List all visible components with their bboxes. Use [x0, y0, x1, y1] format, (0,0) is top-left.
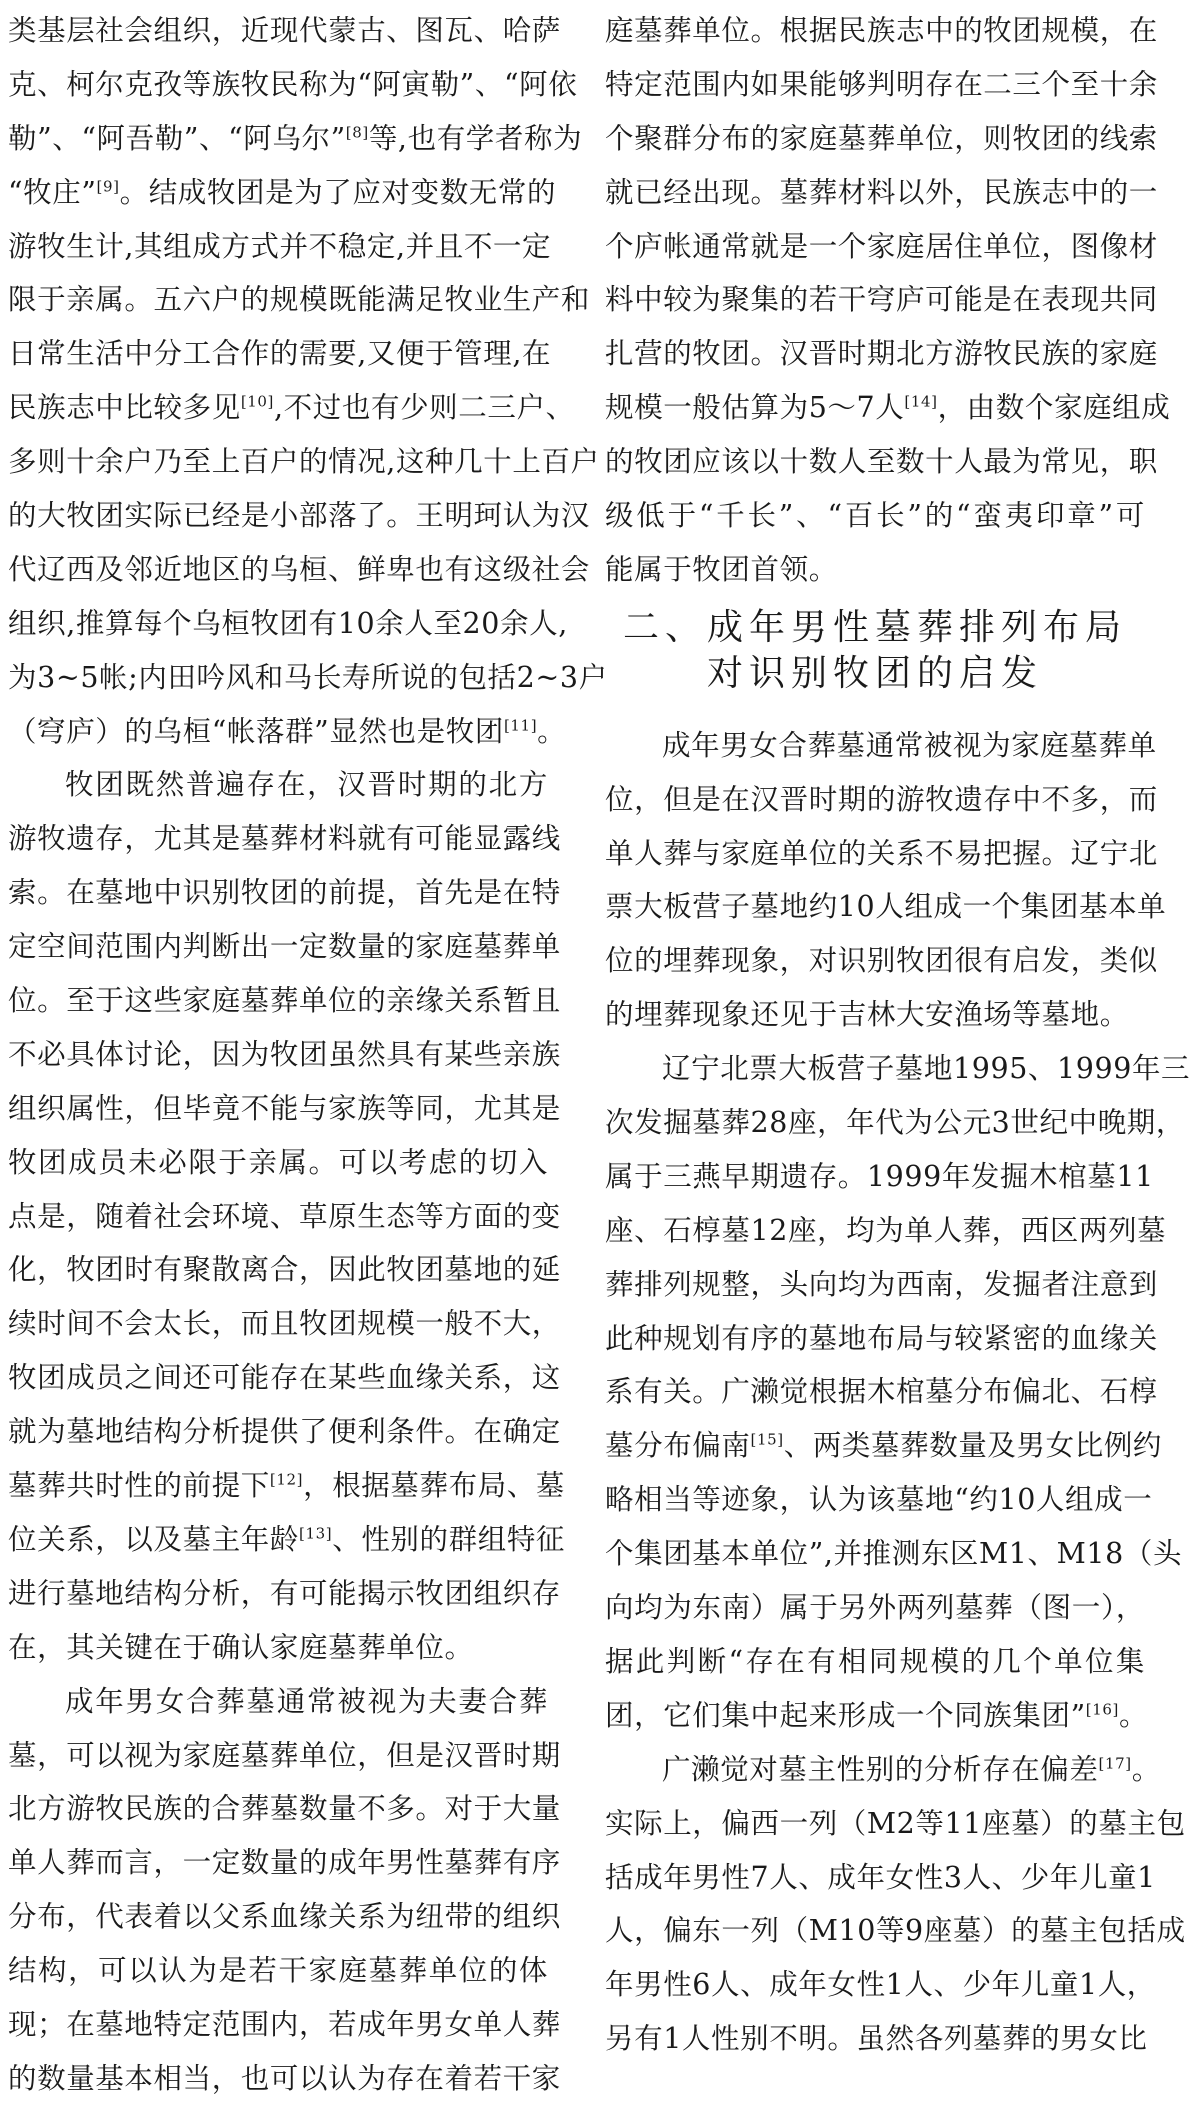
line-text: 就为墓地结构分析提供了便利条件。在确定: [8, 1415, 561, 1449]
citation-ref: [13]: [299, 1524, 333, 1543]
text-line: [605, 1473, 1153, 1527]
line-text: 系有关。广濑觉根据木棺墓分布偏北、石椁: [605, 1375, 1158, 1409]
text-line: [605, 1527, 1183, 1581]
text-line: [8, 1459, 566, 1513]
line-text: 此种规划有序的墓地布局与较紧密的血缘关: [605, 1321, 1158, 1355]
text-line: [8, 435, 600, 489]
text-line: [8, 2052, 561, 2106]
text-line: [8, 1297, 561, 1351]
text-line: [605, 1365, 1158, 1419]
text-line: [8, 220, 552, 274]
text-line: [605, 166, 1158, 220]
text-line: [605, 327, 1158, 381]
line-text: 进行墓地结构分析，有可能揭示牧团组织存: [8, 1576, 561, 1610]
text-line: [8, 1190, 561, 1244]
text-line: [605, 988, 1145, 1042]
line-text: 辽宁北票大板营子墓地1995、1999年三: [662, 1052, 1190, 1086]
text-line: [8, 812, 561, 866]
line-text: 点是，随着社会环境、草原生态等方面的变: [8, 1199, 561, 1233]
line-text: 特定范围内如果能够判明存在二三个至十余: [605, 67, 1158, 101]
text-line: [605, 880, 1167, 934]
text-line: [8, 112, 583, 166]
text-line: [8, 1621, 548, 1675]
line-text-tail: ，根据墓葬布局、墓: [303, 1469, 566, 1503]
text-line: [605, 1581, 1145, 1635]
line-text: 葬排列规整，头向均为西南，发掘者注意到: [605, 1267, 1158, 1301]
line-text: 次发掘墓葬28座，年代为公元3世纪中晚期，: [605, 1106, 1185, 1140]
line-text: 年男性6人、成年女性1人、少年儿童1人，: [605, 1968, 1156, 2002]
line-text: 的牧团应该以十数人至数十人最为常见，职: [605, 445, 1158, 479]
text-line: [8, 1567, 561, 1621]
line-text: 庭墓葬单位。根据民族志中的牧团规模，在: [605, 14, 1158, 47]
line-text: 料中较为聚集的若干穹庐可能是在表现共同: [605, 283, 1158, 317]
text-line: [605, 112, 1158, 166]
line-text: 化，牧团时有聚散离合，因此牧团墓地的延: [8, 1253, 561, 1287]
right-column: [605, 4, 1190, 2066]
text-line: [8, 1243, 561, 1297]
text-line: [605, 2012, 1148, 2066]
line-text-tail: 。: [1118, 1698, 1149, 1732]
citation-ref: [16]: [1085, 1700, 1119, 1719]
text-line: [605, 273, 1158, 327]
text-line: [605, 1797, 1186, 1851]
text-line: [605, 58, 1158, 112]
line-text: 属于三燕早期遗存。1999年发掘木棺墓11: [605, 1159, 1154, 1193]
line-text: 位关系，以及墓主年龄: [8, 1522, 300, 1556]
line-text: 的大牧团实际已经是小部落了。王明珂认为汉: [8, 499, 591, 533]
line-text: 位。至于这些家庭墓葬单位的亲缘关系暂且: [8, 984, 561, 1018]
line-text-tail: 。: [1131, 1752, 1161, 1786]
line-text: 定空间范围内判断出一定数量的家庭墓葬单: [8, 930, 561, 964]
text-line: [605, 489, 1145, 543]
text-line: [605, 1312, 1158, 1366]
line-text: 勒”、“阿吾勒”、“阿乌尔”: [8, 121, 346, 155]
citation-ref: [8]: [345, 123, 369, 142]
citation-ref: [12]: [269, 1470, 304, 1489]
text-line: [8, 58, 578, 112]
line-text: （穹庐）的乌桓“帐落群”显然也是牧团: [8, 714, 504, 748]
text-line: [605, 1851, 1156, 1905]
text-line: [605, 220, 1158, 274]
line-text-tail: ,不过也有少则二三户、: [274, 391, 575, 425]
line-text: 据此判断“存在有相同规模的几个单位集: [605, 1644, 1145, 1678]
text-line: [8, 273, 591, 327]
text-line: [605, 1096, 1185, 1150]
text-line: [8, 974, 561, 1028]
text-line: [605, 381, 1171, 435]
line-text: 为3~5帐;内田吟风和马长寿所说的包括2~3户: [8, 660, 608, 694]
citation-ref: [11]: [503, 716, 538, 735]
line-text: 实际上，偏西一列（M2等11座墓）的墓主包: [605, 1806, 1186, 1840]
line-text-tail: 、性别的群组特征: [332, 1522, 566, 1556]
line-text: 民族志中比较多见: [8, 391, 241, 425]
text-line: [605, 1419, 1163, 1473]
section-heading-line-2: 对识别牧团的启发: [706, 652, 1043, 694]
line-text: 团，它们集中起来形成一个同族集团”: [605, 1698, 1086, 1732]
line-text: 多则十余户乃至上百户的情况,这种几十上百户: [8, 445, 600, 479]
right-column-top: [605, 4, 1171, 597]
line-text: 规模一般估算为5～7人: [605, 391, 905, 425]
text-line: [8, 920, 561, 974]
line-text: 分布，代表着以父系血缘关系为纽带的组织: [8, 1900, 561, 1934]
line-text-tail: 。结成牧团是为了应对变数无常的: [119, 175, 557, 209]
text-line: [8, 1136, 548, 1190]
line-text: “牧庄”: [8, 175, 97, 209]
text-line: [8, 489, 591, 543]
text-line: [605, 827, 1158, 881]
text-line: [605, 1958, 1156, 2012]
line-text: 位的埋葬现象，对识别牧团很有启发，类似: [605, 944, 1158, 978]
citation-ref: [10]: [240, 392, 275, 411]
text-line: [605, 1150, 1154, 1204]
text-line: [605, 1204, 1167, 1258]
line-text: 略相当等迹象，认为该墓地“约10人组成一: [605, 1483, 1153, 1517]
line-text: 另有1人性别不明。虽然各列墓葬的男女比: [605, 2022, 1148, 2056]
citation-ref: [14]: [904, 392, 938, 411]
text-line: [8, 1998, 561, 2052]
citation-ref: [9]: [96, 177, 120, 196]
line-text: 座、石椁墓12座，均为单人葬，西区两列墓: [605, 1213, 1167, 1247]
citation-ref: [17]: [1098, 1754, 1132, 1773]
line-text: 括成年男性7人、成年女性3人、少年儿童1: [605, 1860, 1156, 1894]
line-text: 结构，可以认为是若干家庭墓葬单位的体: [8, 1954, 548, 1988]
line-text: 北方游牧民族的合葬墓数量不多。对于大量: [8, 1792, 561, 1826]
line-text: 个聚群分布的家庭墓葬单位，则牧团的线索: [605, 121, 1158, 155]
text-line: [8, 1675, 548, 1729]
line-text: 类基层社会组织，近现代蒙古、图瓦、哈萨: [8, 14, 561, 47]
line-text-tail: 。: [537, 714, 567, 748]
text-line: [605, 1689, 1149, 1743]
line-text: 扎营的牧团。汉晋时期北方游牧民族的家庭: [605, 337, 1158, 371]
line-text: 的埋葬现象还见于吉林大安渔场等墓地。: [605, 998, 1129, 1032]
text-line: [605, 719, 1157, 773]
line-text: 游牧遗存，尤其是墓葬材料就有可能显露线: [8, 822, 561, 856]
line-text: 单人葬与家庭单位的关系不易把握。辽宁北: [605, 836, 1158, 870]
line-text: 人，偏东一列（M10等9座墓）的墓主包括成: [605, 1914, 1186, 1948]
text-line: [8, 543, 591, 597]
text-line: [8, 166, 557, 220]
line-text: 续时间不会太长，而且牧团规模一般不大，: [8, 1307, 561, 1341]
right-column-bottom: [605, 719, 1190, 2066]
line-text: 的数量基本相当，也可以认为存在着若干家: [8, 2061, 561, 2095]
line-text: 墓分布偏南: [605, 1429, 751, 1463]
line-text: 日常生活中分工合作的需要,又便于管理,在: [8, 337, 552, 371]
text-line: [605, 1904, 1186, 1958]
line-text: 现；在墓地特定范围内，若成年男女单人葬: [8, 2007, 561, 2041]
line-text: 墓，可以视为家庭墓葬单位，但是汉晋时期: [8, 1738, 561, 1772]
text-line: [605, 1743, 1161, 1797]
line-text: 索。在墓地中识别牧团的前提，首先是在特: [8, 876, 561, 910]
text-line: [8, 597, 568, 651]
text-line: [8, 1513, 566, 1567]
line-text: 个集团基本单位”,并推测东区M1、M18（头: [605, 1537, 1183, 1571]
text-line: [605, 1258, 1158, 1312]
line-text-tail: ，由数个家庭组成: [937, 391, 1171, 425]
line-text: 限于亲属。五六户的规模既能满足牧业生产和: [8, 283, 591, 317]
line-text: 不必具体讨论，因为牧团虽然具有某些亲族: [8, 1037, 561, 1071]
section-heading-line-1: 二、成年男性墓葬排列布局: [622, 606, 1127, 648]
text-line: [8, 1351, 561, 1405]
text-line: [8, 1782, 561, 1836]
line-text: 牧团成员未必限于亲属。可以考虑的切入: [8, 1145, 548, 1179]
line-text: 克、柯尔克孜等族牧民称为“阿寅勒”、“阿依: [8, 67, 578, 101]
text-line: [605, 1042, 1190, 1096]
line-text: 组织,推算每个乌桓牧团有10余人至20余人,: [8, 606, 568, 640]
section-heading: [605, 597, 1145, 719]
line-text: 在，其关键在于确认家庭墓葬单位。: [8, 1630, 474, 1664]
text-line: [8, 1890, 561, 1944]
text-line: [605, 4, 1158, 58]
text-line: [8, 1944, 548, 1998]
text-line: [8, 1082, 561, 1136]
line-text: 成年男女合葬墓通常被视为家庭墓葬单: [662, 728, 1157, 762]
text-line: [8, 705, 567, 759]
line-text: 墓葬共时性的前提下: [8, 1469, 270, 1503]
text-line: [605, 435, 1158, 489]
line-text: 就已经出现。墓葬材料以外，民族志中的一: [605, 175, 1158, 209]
text-line: [605, 934, 1158, 988]
line-text: 代辽西及邻近地区的乌桓、鲜卑也有这级社会: [8, 552, 591, 586]
text-line: [8, 4, 561, 58]
line-text: 向均为东南）属于另外两列墓葬（图一），: [605, 1591, 1145, 1625]
line-text: 个庐帐通常就是一个家庭居住单位，图像材: [605, 229, 1158, 263]
text-line: [605, 1635, 1145, 1689]
line-text: 组织属性，但毕竟不能与家族等同，尤其是: [8, 1091, 561, 1125]
text-line: [8, 651, 608, 705]
text-line: [605, 773, 1158, 827]
line-text: 位，但是在汉晋时期的游牧遗存中不多，而: [605, 782, 1158, 816]
line-text: 能属于牧团首领。: [605, 552, 838, 586]
text-line: [8, 1836, 561, 1890]
text-line: [8, 1405, 561, 1459]
text-line: [8, 866, 561, 920]
line-text: 广濑觉对墓主性别的分析存在偏差: [662, 1752, 1099, 1786]
line-text: 票大板营子墓地约10人组成一个集团基本单: [605, 890, 1167, 924]
line-text: 级低于“千长”、“百长”的“蛮夷印章”可: [605, 499, 1145, 533]
line-text-tail: 、两类墓葬数量及男女比例约: [783, 1429, 1163, 1463]
text-line: [8, 758, 548, 812]
text-line: [8, 1028, 561, 1082]
line-text: 游牧生计,其组成方式并不稳定,并且不一定: [8, 229, 552, 263]
left-column: [8, 4, 608, 2106]
line-text: 牧团既然普遍存在，汉晋时期的北方: [65, 768, 548, 802]
text-line: [605, 543, 1145, 597]
line-text-tail: 等,也有学者称为: [368, 121, 583, 155]
line-text: 牧团成员之间还可能存在某些血缘关系，这: [8, 1361, 561, 1395]
text-line: [8, 327, 552, 381]
citation-ref: [15]: [750, 1430, 784, 1449]
text-line: [8, 381, 575, 435]
text-line: [8, 1729, 561, 1783]
line-text: 成年男女合葬墓通常被视为夫妻合葬: [65, 1684, 548, 1718]
line-text: 单人葬而言，一定数量的成年男性墓葬有序: [8, 1846, 561, 1880]
